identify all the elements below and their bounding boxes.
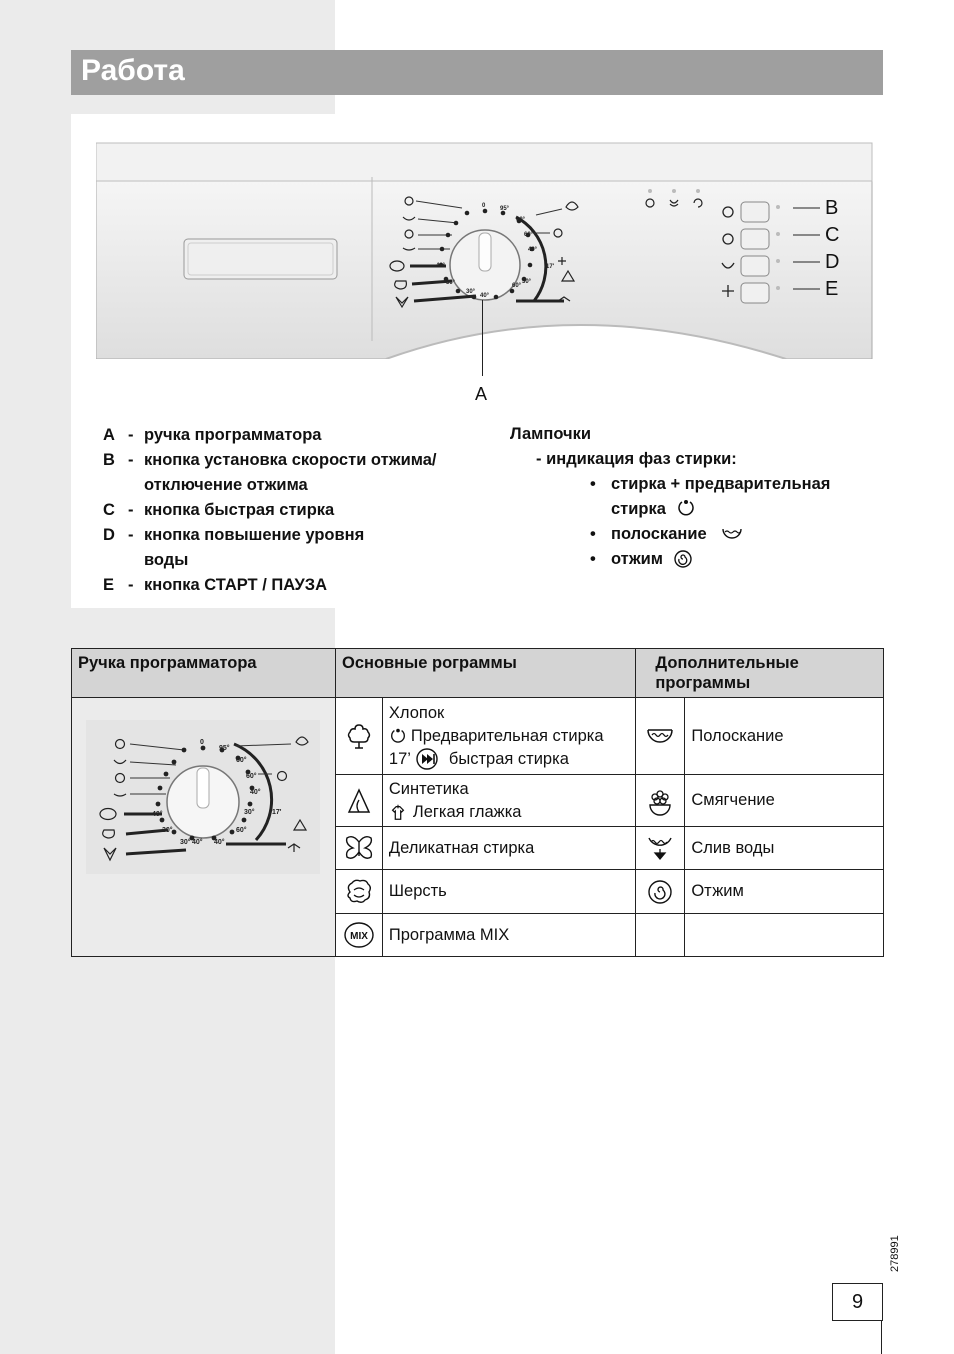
svg-text:30°: 30°	[180, 839, 191, 846]
svg-text:40°: 40°	[152, 811, 163, 818]
mix-icon	[343, 921, 375, 949]
page-number: 9	[832, 1283, 883, 1321]
cotton-icon	[344, 721, 374, 751]
spin-icon-cell	[636, 870, 685, 914]
svg-text:30°: 30°	[244, 809, 255, 816]
drain-label: Слив воды	[685, 827, 884, 870]
spin-label: Отжим	[685, 870, 884, 914]
spin-icon	[647, 879, 673, 905]
table-header-row	[72, 649, 884, 698]
softener-icon	[647, 786, 673, 816]
prewash-icon	[676, 498, 696, 518]
mix-label: Программа MIX	[382, 914, 636, 957]
bullet: •	[590, 525, 596, 543]
legend-row: D - кнопка повышение уровня	[103, 526, 365, 544]
legend-row: A - ручка программатора	[103, 426, 322, 444]
legend-row: B - кнопка установка скорости отжима/	[103, 451, 437, 469]
bullet: •	[590, 550, 596, 568]
callout-b: B	[825, 197, 839, 219]
easy-iron-icon	[389, 803, 407, 821]
svg-text:40°: 40°	[528, 247, 538, 253]
legend-row: отключение отжима	[144, 476, 308, 494]
svg-text:95°: 95°	[219, 745, 230, 752]
svg-text:30°: 30°	[522, 279, 532, 285]
svg-text:60°: 60°	[524, 232, 534, 238]
programs-table	[71, 648, 884, 957]
legend-row: C - кнопка быстрая стирка	[103, 501, 335, 519]
svg-text:95°: 95°	[500, 206, 510, 212]
svg-text:MIX: MIX	[350, 931, 368, 942]
header-dial: Ручка программатора	[72, 649, 336, 698]
lamp-wash-prewash: стирка + предварительная	[611, 475, 831, 493]
svg-text:40°: 40°	[250, 789, 261, 796]
drain-icon	[647, 834, 673, 862]
page-number-tick	[881, 1321, 882, 1354]
cotton-label: Хлопок	[388, 703, 445, 722]
spin-icon	[673, 549, 693, 569]
cotton-icon-cell	[335, 698, 382, 775]
bullet: •	[590, 475, 596, 493]
svg-text:60°: 60°	[246, 773, 257, 780]
drain-icon-cell	[636, 827, 685, 870]
detergent-drawer	[184, 239, 337, 279]
mix-icon-cell	[335, 914, 382, 957]
svg-text:40°: 40°	[436, 263, 446, 269]
synthetic-icon	[344, 786, 374, 816]
svg-text:60°: 60°	[516, 217, 526, 223]
document-code: 278991	[889, 1235, 901, 1272]
wool-label: Шерсть	[382, 870, 636, 914]
wool-icon-cell	[335, 870, 382, 914]
callout-c: C	[825, 224, 840, 246]
lamps-subheading: - индикация фаз стирки:	[536, 450, 737, 468]
legend-row: воды	[144, 551, 189, 569]
rinse-icon	[646, 724, 674, 748]
empty-cell	[636, 914, 685, 957]
washing-machine-panel-illustration	[96, 141, 874, 359]
section-title-bar	[71, 50, 883, 95]
dial-pointer-line	[482, 300, 483, 376]
svg-text:17': 17'	[272, 809, 282, 816]
svg-text:40°: 40°	[192, 839, 203, 846]
callout-a: A	[475, 384, 488, 404]
table-row	[72, 698, 884, 775]
quick-wash-time: 17’	[388, 749, 411, 768]
svg-text:30°: 30°	[466, 289, 476, 295]
header-main-programs: Основные рограммы	[335, 649, 635, 698]
quick-wash-label: быстрая стирка	[448, 749, 569, 768]
delicate-label: Деликатная стирка	[382, 827, 636, 870]
empty-cell	[685, 914, 884, 957]
rinse-icon	[721, 523, 743, 541]
lamp-rinse: полоскание	[611, 525, 707, 543]
dial-cell	[72, 698, 336, 957]
delicate-icon-cell	[335, 827, 382, 870]
lamp-spin: отжим	[611, 550, 663, 568]
svg-text:60°: 60°	[236, 757, 247, 764]
prewash-label: Предварительная стирка	[410, 726, 604, 745]
synthetic-icon-cell	[335, 775, 382, 827]
quick-wash-icon	[415, 748, 439, 770]
callout-d: D	[825, 251, 840, 273]
butterfly-icon	[344, 834, 374, 862]
svg-text:60°: 60°	[236, 827, 247, 834]
lamps-heading: Лампочки	[510, 425, 591, 443]
page-title: Работа	[81, 54, 185, 87]
programmer-dial-illustration	[86, 720, 320, 874]
legend-row: E - кнопка СТАРТ / ПАУЗА	[103, 576, 328, 594]
svg-text:0: 0	[482, 203, 486, 209]
svg-text:0: 0	[200, 739, 204, 746]
softener-label: Смягчение	[685, 775, 884, 827]
rinse-icon-cell	[636, 698, 685, 775]
svg-text:40°: 40°	[480, 293, 490, 299]
synthetic-label: Синтетика	[388, 779, 469, 798]
svg-text:60°: 60°	[512, 283, 522, 289]
svg-text:17': 17'	[546, 264, 555, 270]
cotton-programs-cell	[382, 698, 636, 775]
lamp-wash-cont: стирка	[611, 500, 666, 518]
synthetic-programs-cell	[382, 775, 636, 827]
controls-legend	[103, 425, 483, 600]
rinse-label: Полоскание	[685, 698, 884, 775]
callout-e: E	[825, 278, 839, 300]
svg-text:30°: 30°	[446, 280, 456, 286]
easy-iron-label: Легкая глажка	[412, 802, 522, 821]
prewash-icon	[389, 727, 407, 745]
svg-text:40°: 40°	[214, 839, 225, 846]
header-extra-programs: Дополнительные программы	[636, 649, 884, 698]
wool-icon	[344, 878, 374, 906]
softener-icon-cell	[636, 775, 685, 827]
svg-text:30°: 30°	[162, 827, 173, 834]
